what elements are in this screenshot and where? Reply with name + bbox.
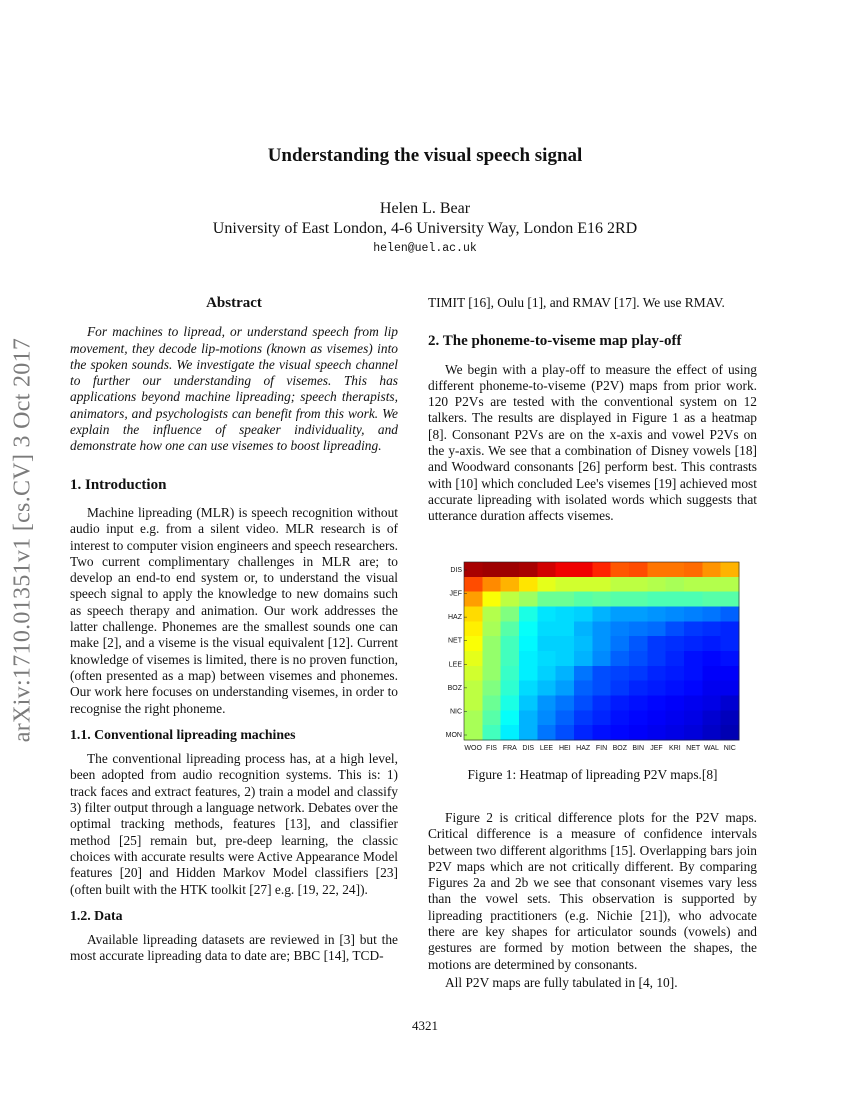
heatmap-cell <box>519 577 538 592</box>
heatmap-cell <box>482 577 501 592</box>
heatmap-cell <box>482 666 501 681</box>
heatmap-cell <box>611 577 630 592</box>
heatmap-cell <box>702 681 721 696</box>
x-tick-label: BOZ <box>612 745 628 752</box>
x-tick-label: FIN <box>595 745 608 752</box>
heatmap-cell <box>702 621 721 636</box>
heatmap-cell <box>574 577 593 592</box>
right-column-lower <box>428 810 757 991</box>
heatmap-cell <box>556 621 575 636</box>
heatmap-cell <box>464 592 483 607</box>
heatmap-cell <box>684 621 703 636</box>
heatmap-cell <box>702 607 721 622</box>
heatmap-cell <box>519 607 538 622</box>
heatmap-cell <box>519 636 538 651</box>
heatmap-cell <box>721 636 740 651</box>
heatmap-cell <box>537 562 556 577</box>
heatmap-cell <box>501 696 520 711</box>
heatmap-cell <box>537 607 556 622</box>
heatmap-cell <box>592 681 611 696</box>
heatmap-cell <box>537 681 556 696</box>
data-paragraph-continued: TIMIT [16], Oulu [1], and RMAV [17]. We use RMAV. <box>428 295 725 310</box>
tabulated-paragraph: All P2V maps are fully tabulated in [4, 10]. <box>445 974 678 990</box>
heatmap-cell <box>574 725 593 740</box>
heatmap-cell <box>556 666 575 681</box>
heatmap-cell <box>592 621 611 636</box>
heatmap-cell <box>647 636 666 651</box>
heatmap-cell <box>721 710 740 725</box>
heatmap-cell <box>482 607 501 622</box>
left-column <box>70 295 398 965</box>
heatmap-cell <box>464 725 483 740</box>
heatmap-cell <box>629 681 648 696</box>
heatmap-cell <box>611 562 630 577</box>
heatmap-cell <box>501 651 520 666</box>
heatmap-cell <box>666 666 685 681</box>
heatmap-cell <box>684 681 703 696</box>
abstract-text: For machines to lipread, or understand speech from lip movement, they decode lip-motions (known as visemes) into the spoken sounds. We investigate the visual speech channel to further our understanding of visemes. This has applications beyond machine lipreading; speech therapists, animators, and psychologists can benefit from this work. We explain the influence of speaker individuality, and demonstrate how one can use visemes to boost lipreading. <box>70 324 398 454</box>
heatmap-cell <box>629 592 648 607</box>
heatmap-cell <box>684 636 703 651</box>
y-tick-label: HAZ <box>448 614 462 622</box>
heatmap-cell <box>501 562 520 577</box>
heatmap-cell <box>464 681 483 696</box>
heatmap-cell <box>702 666 721 681</box>
heatmap-cell <box>519 696 538 711</box>
heatmap-cell <box>666 607 685 622</box>
heatmap-cell <box>629 666 648 681</box>
heatmap-cell <box>482 636 501 651</box>
heatmap-cell <box>702 636 721 651</box>
heatmap-cell <box>666 651 685 666</box>
page-number: 4321 <box>412 1018 438 1033</box>
heatmap-cell <box>482 651 501 666</box>
heatmap-cell <box>702 710 721 725</box>
heatmap-cell <box>519 651 538 666</box>
p2v-paragraph: We begin with a play-off to measure the effect of using different phoneme-to-viseme (P2V) maps from prior work. 120 P2Vs are tested with the conventional system on 12 talkers. The results are displayed in Figure 1 as a heatmap [8]. Consonant P2Vs are on the x-axis and vowel P2Vs on the y-axis. We see that a combination of Disney vowels [18] and Woodward consonants [26] perform best. This contrasts with [10] which concluded Lee's visemes [19] achieved most accurate lipreading with isolated words which suggests that utterance duration affects visemes. <box>428 361 757 524</box>
heatmap-cell <box>574 592 593 607</box>
heatmap-cell <box>537 666 556 681</box>
heatmap-cell <box>556 636 575 651</box>
heatmap-cell <box>666 696 685 711</box>
heatmap-cell <box>666 681 685 696</box>
y-tick-label: LEE <box>448 661 462 669</box>
heatmap-cell <box>464 666 483 681</box>
heatmap-cell <box>556 592 575 607</box>
author-affiliation: University of East London, 4-6 University Way, London E16 2RD <box>212 220 638 237</box>
data-paragraph: Available lipreading datasets are reviewed in [3] but the most accurate lipreading data to date are; BBC [14], TCD- <box>70 932 398 964</box>
heatmap-cell <box>611 681 630 696</box>
heatmap-cell <box>519 725 538 740</box>
x-tick-label: JEF <box>650 745 663 752</box>
heatmap-cell <box>556 577 575 592</box>
abstract-heading: Abstract <box>206 295 262 311</box>
y-tick-label: JEF <box>449 590 462 598</box>
heatmap-cell <box>501 666 520 681</box>
heatmap-cell <box>721 607 740 622</box>
heatmap-cell <box>537 651 556 666</box>
heatmap-cell <box>556 607 575 622</box>
heatmap-cell <box>684 710 703 725</box>
heatmap-cell <box>647 681 666 696</box>
heatmap-cell <box>556 710 575 725</box>
heatmap-cell <box>721 562 740 577</box>
x-tick-label: NET <box>686 745 701 752</box>
heatmap-cell <box>464 621 483 636</box>
heatmap-cell <box>629 607 648 622</box>
heatmap-cell <box>482 696 501 711</box>
intro-heading: 1. Introduction <box>70 476 167 493</box>
heatmap-cell <box>574 621 593 636</box>
heatmap-cell <box>629 621 648 636</box>
heatmap-cell <box>702 577 721 592</box>
heatmap-cell <box>482 725 501 740</box>
heatmap-cell <box>647 607 666 622</box>
heatmap-cell <box>721 666 740 681</box>
x-tick-label: FIS <box>486 745 497 752</box>
heatmap-cell <box>611 621 630 636</box>
heatmap-cell <box>647 562 666 577</box>
heatmap-cell <box>666 562 685 577</box>
heatmap-cell <box>574 636 593 651</box>
heatmap-cell <box>592 666 611 681</box>
heatmap-cell <box>592 651 611 666</box>
heatmap-cell <box>647 651 666 666</box>
heatmap-figure <box>440 557 740 757</box>
heatmap-cell <box>501 725 520 740</box>
heatmap-cell <box>629 710 648 725</box>
heatmap-cell <box>684 651 703 666</box>
heatmap-cell <box>629 696 648 711</box>
heatmap-cell <box>501 710 520 725</box>
x-tick-label: HEI <box>558 745 571 752</box>
x-tick-label: FRA <box>502 745 517 752</box>
x-tick-label: LEE <box>539 745 554 752</box>
heatmap-cell <box>611 710 630 725</box>
data-heading: 1.2. Data <box>70 907 123 923</box>
author-name: Helen L. Bear <box>379 200 471 217</box>
heatmap-cell <box>684 607 703 622</box>
heatmap-cell <box>611 636 630 651</box>
heatmap-cell <box>501 621 520 636</box>
heatmap-cell <box>629 562 648 577</box>
heatmap-cell <box>647 666 666 681</box>
heatmap-cell <box>574 666 593 681</box>
heatmap-cell <box>574 696 593 711</box>
heatmap-cell <box>464 651 483 666</box>
y-tick-label: NIC <box>449 708 462 716</box>
p2v-heading: 2. The phoneme-to-viseme map play-off <box>428 333 682 350</box>
heatmap-cell <box>482 681 501 696</box>
heatmap-cell <box>574 607 593 622</box>
heatmap-cell <box>574 562 593 577</box>
heatmap-cell <box>482 710 501 725</box>
heatmap-cell <box>464 710 483 725</box>
heatmap-cell <box>464 636 483 651</box>
heatmap-cell <box>482 621 501 636</box>
heatmap-chart <box>440 557 740 757</box>
heatmap-cell <box>684 725 703 740</box>
heatmap-cell <box>556 651 575 666</box>
heatmap-cell <box>482 592 501 607</box>
heatmap-cell <box>464 607 483 622</box>
heatmap-cell <box>666 710 685 725</box>
heatmap-cell <box>519 592 538 607</box>
figure2-paragraph: Figure 2 is critical difference plots for the P2V maps. Critical difference is a measure of confidence intervals between two different algorithms [15]. Overlapping bars join P2V maps which are not critically different. By comparing Figures 2a and 2b we see that consonant visemes vary less than the vowel sets. This observation is supported by lipreading practitioners (e.g. Nichie [21]), who advocate there are key shapes for articulator sounds (vowels) and gestures are formed by motion between the shapes, the motions are determined by consonants. <box>428 810 757 972</box>
x-tick-label: WAL <box>704 745 719 752</box>
x-tick-label: WOO <box>464 745 482 752</box>
heatmap-cell <box>556 725 575 740</box>
figure-caption: Figure 1: Heatmap of lipreading P2V maps.[8] <box>467 767 718 782</box>
heatmap-cell <box>611 607 630 622</box>
heatmap-cell <box>464 696 483 711</box>
heatmap-cell <box>501 636 520 651</box>
heatmap-cell <box>721 681 740 696</box>
heatmap-cell <box>647 592 666 607</box>
paper-title: Understanding the visual speech signal <box>267 145 583 166</box>
heatmap-cell <box>537 696 556 711</box>
heatmap-cell <box>721 696 740 711</box>
conventional-paragraph: The conventional lipreading process has, at a high level, been adopted from audio recognition systems. This is: 1) track faces and extract features, 2) train a model and classify 3) filter output through a language network. Debates over the optimal tracking methods, features [13], and classifier method [25] remain but, pre-deep learning, the classic choices with accurate results were Active Appearance Model features [20] and Hidden Markov Model classifiers [23] (often built with the HTK toolkit [27] e.g. [19, 22, 24]). <box>70 751 398 897</box>
heatmap-cell <box>702 696 721 711</box>
x-tick-label: KRI <box>668 745 681 752</box>
heatmap-cell <box>647 696 666 711</box>
heatmap-cell <box>611 592 630 607</box>
heatmap-cell <box>629 577 648 592</box>
heatmap-cell <box>647 725 666 740</box>
conventional-heading: 1.1. Conventional lipreading machines <box>70 726 296 742</box>
heatmap-cell <box>666 621 685 636</box>
heatmap-cell <box>611 651 630 666</box>
heatmap-cell <box>574 681 593 696</box>
x-tick-label: BIN <box>632 745 645 752</box>
y-tick-label: MON <box>445 732 462 739</box>
heatmap-cell <box>666 577 685 592</box>
heatmap-cell <box>684 666 703 681</box>
heatmap-cell <box>592 696 611 711</box>
heatmap-cell <box>501 607 520 622</box>
heatmap-cell <box>519 562 538 577</box>
author-email[interactable]: helen@uel.ac.uk <box>373 242 477 255</box>
x-tick-label: NIC <box>723 745 736 752</box>
heatmap-cell <box>629 651 648 666</box>
heatmap-cell <box>537 725 556 740</box>
heatmap-cell <box>537 577 556 592</box>
heatmap-cell <box>666 592 685 607</box>
heatmap-cell <box>556 681 575 696</box>
heatmap-cell <box>482 562 501 577</box>
heatmap-cell <box>537 621 556 636</box>
heatmap-cell <box>519 710 538 725</box>
arxiv-identifier: arXiv:1710.01351v1 [cs.CV] 3 Oct 2017 <box>9 337 36 743</box>
heatmap-cell <box>537 592 556 607</box>
heatmap-cell <box>721 592 740 607</box>
heatmap-cell <box>666 636 685 651</box>
heatmap-cell <box>721 725 740 740</box>
heatmap-cell <box>501 577 520 592</box>
heatmap-cell <box>666 725 685 740</box>
heatmap-cell <box>592 725 611 740</box>
heatmap-cell <box>702 562 721 577</box>
arxiv-sidebar <box>6 300 40 780</box>
y-tick-label: DIS <box>450 567 462 574</box>
heatmap-cell <box>537 710 556 725</box>
heatmap-cell <box>684 592 703 607</box>
right-column <box>428 295 757 525</box>
heatmap-cell <box>592 577 611 592</box>
heatmap-cell <box>592 636 611 651</box>
heatmap-cell <box>519 666 538 681</box>
heatmap-cell <box>702 651 721 666</box>
heatmap-cell <box>519 681 538 696</box>
heatmap-cell <box>647 710 666 725</box>
x-tick-label: DIS <box>522 745 535 752</box>
heatmap-cell <box>592 607 611 622</box>
heatmap-cell <box>464 562 483 577</box>
heatmap-cell <box>647 621 666 636</box>
x-tick-label: HAZ <box>576 745 591 752</box>
y-tick-label: NET <box>448 637 462 645</box>
heatmap-cell <box>702 725 721 740</box>
heatmap-cell <box>721 651 740 666</box>
heatmap-cell <box>702 592 721 607</box>
y-tick-label: BOZ <box>447 684 462 692</box>
heatmap-cell <box>684 562 703 577</box>
heatmap-cell <box>556 696 575 711</box>
heatmap-cell <box>611 666 630 681</box>
heatmap-cell <box>556 562 575 577</box>
heatmap-cell <box>574 651 593 666</box>
heatmap-cell <box>501 592 520 607</box>
heatmap-cell <box>519 621 538 636</box>
heatmap-cell <box>684 696 703 711</box>
heatmap-cell <box>629 636 648 651</box>
heatmap-cell <box>647 577 666 592</box>
heatmap-cell <box>629 725 648 740</box>
heatmap-cell <box>684 577 703 592</box>
intro-paragraph: Machine lipreading (MLR) is speech recognition without audio input e.g. from a silent video. MLR research is of interest to computer vision engineers and speech researchers. Two current complimentary challenges in MLR are; to develop an end-to end system or, to understand the visual speech signal to apply the knowledge to new domains such as speech therapy and animation. Our work addresses the latter challenge. Phonemes are the smallest sounds one can make [2], and a viseme is the visual equivalent [12]. Current knowledge of visemes is limited, there is no proven function, (often presented as a map) between visemes and phonemes. Our work here focuses on understanding visemes, in order to recognise the right phoneme. <box>70 504 398 716</box>
heatmap-cell <box>592 562 611 577</box>
heatmap-cell <box>721 577 740 592</box>
heatmap-cell <box>611 696 630 711</box>
heatmap-cell <box>592 710 611 725</box>
heatmap-cell <box>611 725 630 740</box>
heatmap-cell <box>574 710 593 725</box>
heatmap-cell <box>464 577 483 592</box>
heatmap-cell <box>501 681 520 696</box>
heatmap-cell <box>721 621 740 636</box>
heatmap-cell <box>592 592 611 607</box>
heatmap-cell <box>537 636 556 651</box>
